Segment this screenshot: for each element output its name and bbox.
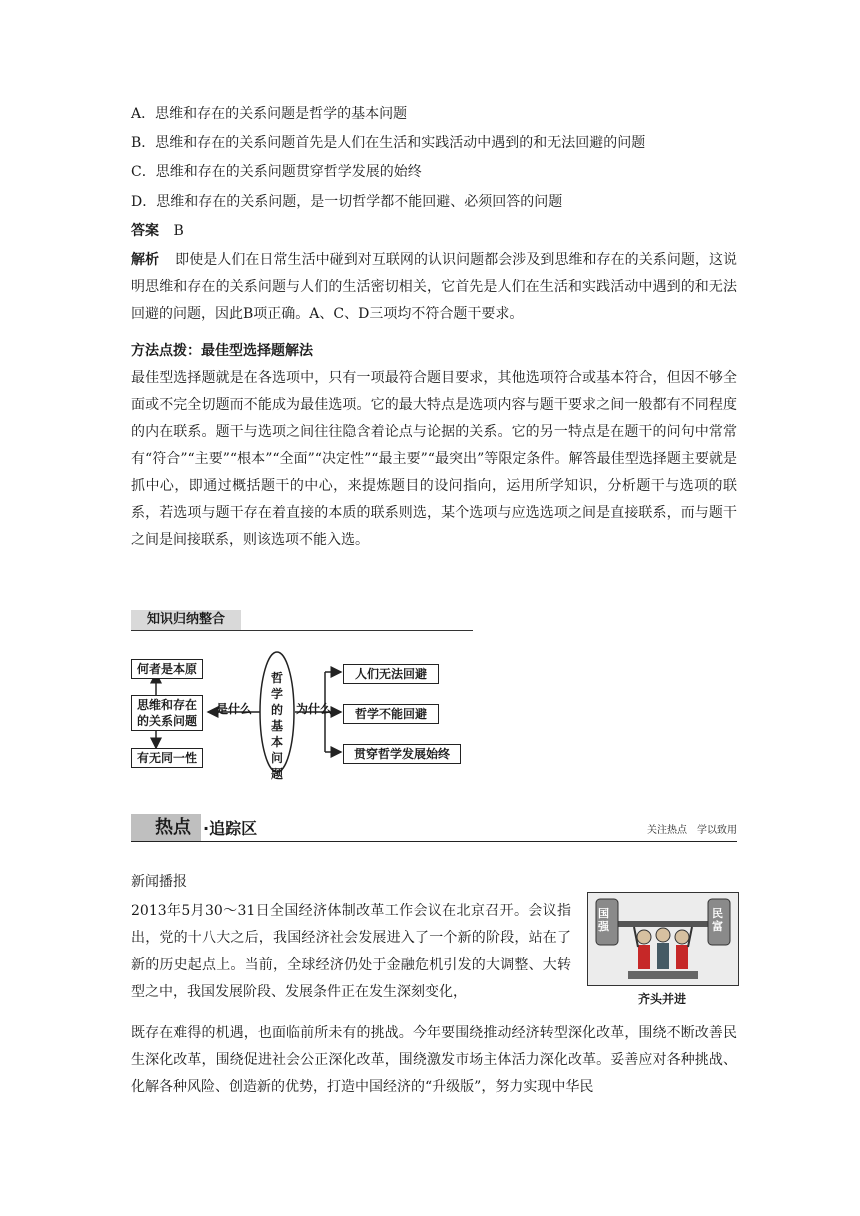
hot-underline — [131, 841, 737, 843]
option-b: B．思维和存在的关系问题首先是人们在生活和实践活动中遇到的和无法回避的问题 — [131, 135, 646, 151]
method-text: 最佳型选择题就是在各选项中，只有一项最符合题目要求，其他选项符合或基本符合，但因不够全面或不完全切题而不能成为最佳选项。它的最大特点是选项内容与题干要求之间一般都有不同程度的内在联系。题干与选项之间往往隐含着论点与论据的关系。它的另一特点是在题干的问句中常常有“符合”“主要”“根本”“全面”“决定性”“最主要”“最突出”等限定条件。解答最佳型选择题主要就是抓中心，即通过概括题干的中心，来提炼题目的设问指向，运用所学知识，分析题干与选项的联系，若选项与题干存在着直接的本质的联系则选，某个选项与应选选项之间是直接联系，而与题干之间是间接联系，则该选项不能入选。 — [131, 370, 737, 548]
box-thought-existence: 思维和存在的关系问题 — [131, 695, 203, 731]
box-which-is-origin: 何者是本原 — [131, 659, 203, 679]
news-picture — [587, 892, 739, 986]
label-what: 是什么 — [216, 702, 253, 716]
hot-slogan: 关注热点 学以致用 — [647, 825, 737, 836]
news-heading: 新闻播报 — [131, 874, 187, 890]
analysis-block — [131, 247, 737, 328]
answer-line — [131, 221, 184, 241]
picture-label-right: 民富 — [712, 907, 723, 933]
box-cannot-avoid: 人们无法回避 — [343, 664, 439, 684]
option-d: D．思维和存在的关系问题，是一切哲学都不能回避、必须回答的问题 — [131, 194, 563, 210]
news-text-wrap: 2013年5月30～31日全国经济体制改革工作会议在北京召开。会议指出，党的十八大之后，我国经济社会发展进入了一个新的阶段，站在了新的历史起点上。当前，全球经济仍处于金融危机引发的大调整、大转型之中，我国发展阶段、发展条件正在发生深刻变化， — [131, 903, 571, 1000]
label-why: 为什么 — [296, 702, 333, 716]
option-a: A．思维和存在的关系问题是哲学的基本问题 — [131, 106, 408, 122]
knowledge-header: 知识归纳整合 — [131, 610, 241, 630]
analysis-label: 解析 — [131, 252, 160, 268]
news-text-full: 既存在难得的机遇，也面临前所未有的挑战。今年要围绕推动经济转型深化改革，围绕不断改善民生深化改革，围绕促进社会公正深化改革，围绕激发市场主体活力深化改革。妥善应对各种挑战、化解各种风险、创造新的优势，打造中国经济的“升级版”，努力实现中华民 — [131, 1025, 737, 1095]
knowledge-header-bar — [131, 610, 473, 631]
hot-topic-bar — [131, 814, 737, 842]
option-c: C．思维和存在的关系问题贯穿哲学发展的始终 — [131, 164, 422, 180]
hot-title: 热点 — [155, 817, 191, 838]
analysis-text: 即使是人们在日常生活中碰到对互联网的认识问题都会涉及到思维和存在的关系问题，这说明思维和存在的关系问题与人们的生活密切相关，它首先是人们在生活和实践活动中遇到的和无法回避的问题，因此B项正确。A、C、D三项均不符合题干要求。 — [131, 252, 738, 322]
answer-value: B — [173, 223, 184, 239]
box-throughout-philosophy: 贯穿哲学发展始终 — [343, 744, 461, 764]
picture-label-left: 国强 — [598, 907, 609, 933]
answer-label: 答案 — [131, 223, 159, 239]
center-basic-question: 哲学的基本问题 — [270, 671, 283, 781]
method-title: 方法点拨：最佳型选择题解法 — [131, 343, 313, 359]
box-identity: 有无同一性 — [131, 748, 203, 768]
hot-subtitle: ·追踪区 — [203, 819, 258, 838]
box-philosophy-cannot-avoid: 哲学不能回避 — [343, 704, 439, 724]
picture-caption: 齐头并进 — [637, 992, 686, 1006]
